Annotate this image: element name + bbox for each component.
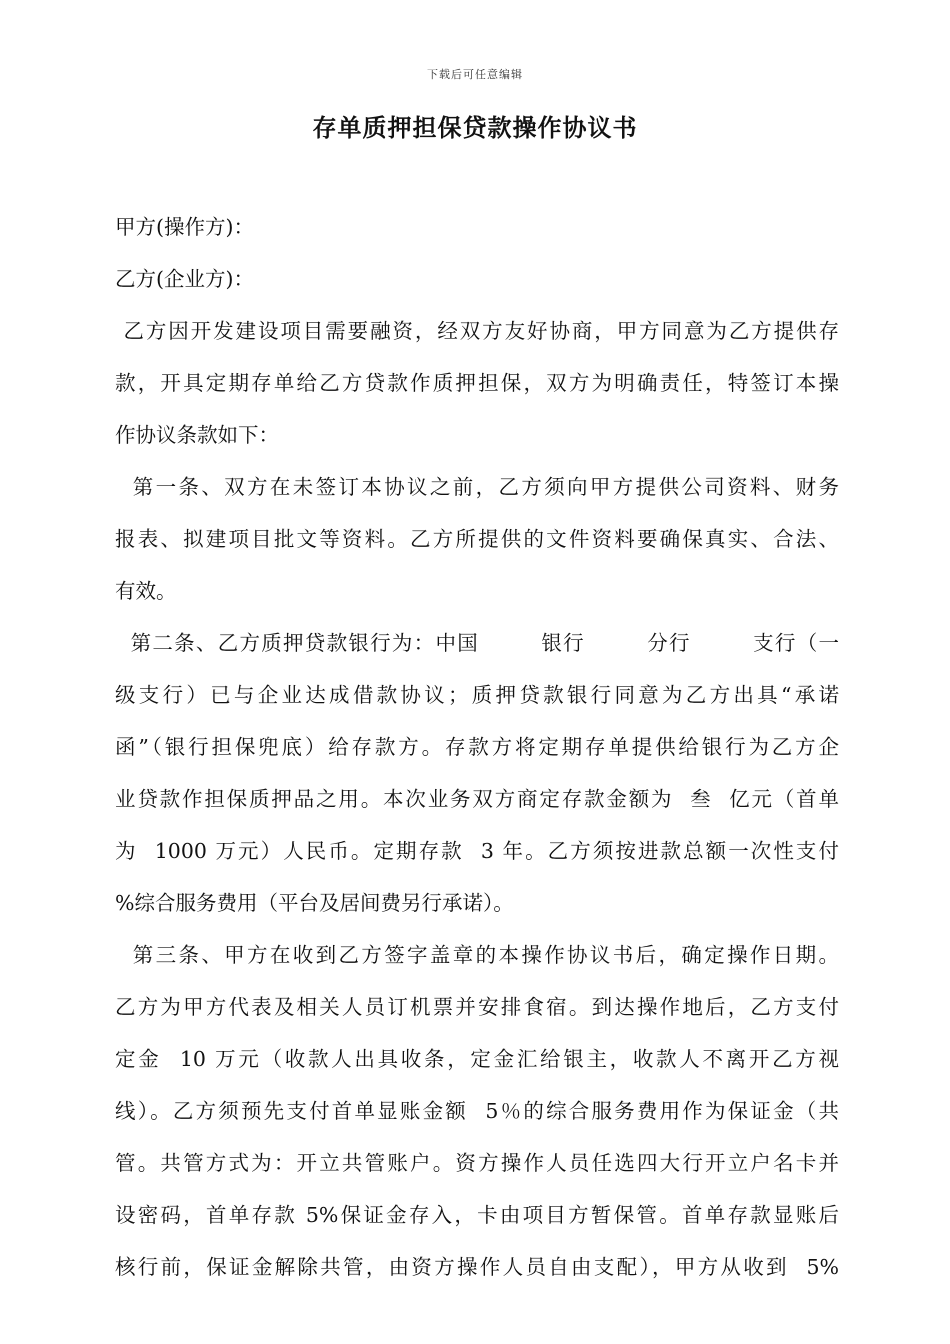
body-line: 函”（银行担保兜底）给存款方。存款方将定期存单提供给银行为乙方企 xyxy=(115,735,839,759)
header-note: 下载后可任意编辑 xyxy=(427,68,523,81)
body-line: 级支行）已与企业达成借款协议；质押贷款银行同意为乙方出具“承诺 xyxy=(115,683,839,707)
body-line: 乙方为甲方代表及相关人员订机票并安排食宿。到达操作地后，乙方支付 xyxy=(115,995,839,1019)
body-line: 第三条、甲方在收到乙方签字盖章的本操作协议书后，确定操作日期。 xyxy=(115,943,839,967)
body-line: 乙方(企业方)： xyxy=(115,267,254,291)
body-line: 业贷款作担保质押品之用。本次业务双方商定存款金额为 叁 亿元（首单 xyxy=(115,787,839,811)
body-line: 设密码，首单存款 5%保证金存入，卡由项目方暂保管。首单存款显账后 xyxy=(115,1203,839,1227)
body-line: 有效。 xyxy=(115,579,177,603)
body-line: 为 1000 万元）人民币。定期存款 3 年。乙方须按进款总额一次性支付 xyxy=(115,839,839,863)
body-line: 作协议条款如下： xyxy=(115,423,279,447)
body-line: 款，开具定期存单给乙方贷款作质押担保，双方为明确责任，特签订本操 xyxy=(115,371,839,395)
body-line: 核行前，保证金解除共管，由资方操作人员自由支配），甲方从收到 5% xyxy=(115,1255,839,1279)
body-line: 乙方因开发建设项目需要融资，经双方友好协商，甲方同意为乙方提供存 xyxy=(115,319,839,343)
body-line: 甲方(操作方)： xyxy=(115,215,254,239)
body-line: 定金 10 万元（收款人出具收条，定金汇给银主，收款人不离开乙方视 xyxy=(115,1047,839,1071)
body-line: %综合服务费用（平台及居间费另行承诺）。 xyxy=(115,891,514,915)
document-body xyxy=(115,208,839,1300)
document-title: 存单质押担保贷款操作协议书 xyxy=(312,113,638,142)
body-line: 管。共管方式为：开立共管账户。资方操作人员任选四大行开立户名卡并 xyxy=(115,1151,839,1175)
body-line: 报表、拟建项目批文等资料。乙方所提供的文件资料要确保真实、合法、 xyxy=(115,527,839,551)
body-line: 线）。乙方须预先支付首单显账金额 5％的综合服务费用作为保证金（共 xyxy=(115,1099,839,1123)
body-line: 第一条、双方在未签订本协议之前，乙方须向甲方提供公司资料、财务 xyxy=(115,475,839,499)
body-line: 第二条、乙方质押贷款银行为：中国 银行 分行 支行（一 xyxy=(115,631,839,655)
